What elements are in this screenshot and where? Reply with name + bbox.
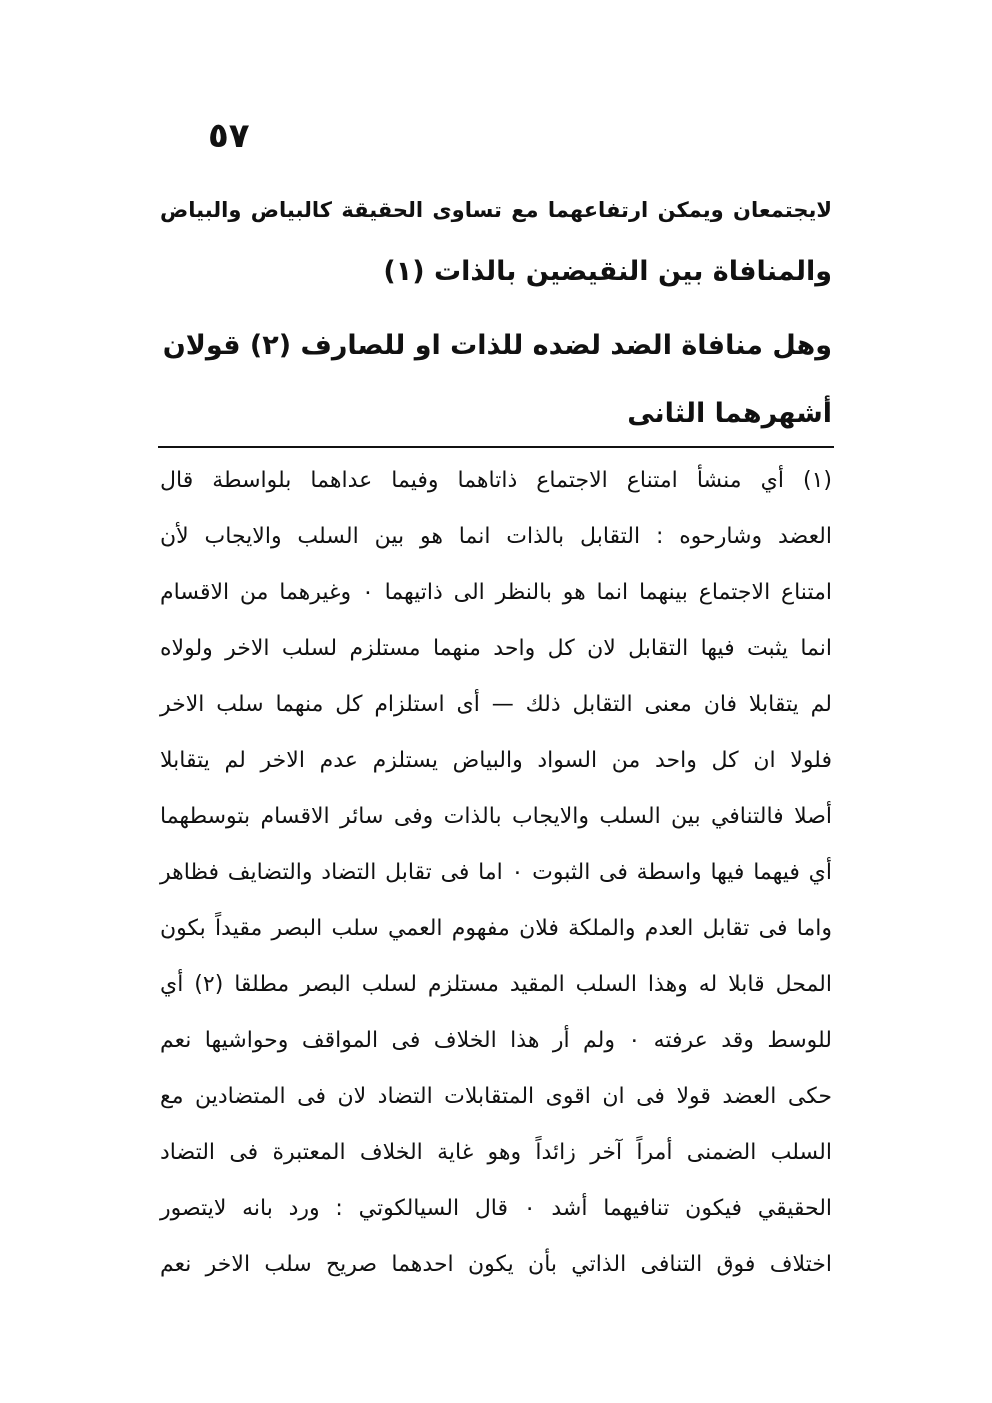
footnote-line: المحل قابلا له وهذا السلب المقيد مستلزم لسلب البصر مطلقا (٢) أي [160, 972, 832, 997]
footnote-line: (١) أي منشأ امتناع الاجتماع ذاتاهما وفيما عداهما بلواسطة قال [160, 468, 832, 493]
footnote-line: انما يثبت فيها التقابل لان كل واحد منهما مستلزم لسلب الاخر ولولاه [160, 636, 832, 661]
footnote-line: للوسط وقد عرفته ٠ ولم أر هذا الخلاف فى المواقف وحواشيها نعم [160, 1028, 832, 1053]
footnote-divider [158, 446, 834, 448]
footnote-line: اختلاف فوق التنافى الذاتي بأن يكون احدهما صريح سلب الاخر نعم [160, 1252, 832, 1277]
page-number: ٥٧ [208, 116, 250, 156]
main-text-line-4: أشهرهما الثانى [627, 398, 832, 429]
footnote-line: الحقيقي فيكون تنافيهما أشد ٠ قال السيالكوتي : ورد بانه لايتصور [160, 1196, 833, 1221]
footnote-line: العضد وشارحوه : التقابل بالذات انما هو بين السلب والايجاب لأن [160, 524, 832, 549]
footnote-line: حكى العضد قولا فى ان اقوى المتقابلات التضاد لان فى المتضادين مع [160, 1084, 832, 1109]
main-text-line-1: لايجتمعان ويمكن ارتفاعهما مع تساوى الحقيقة كالبياض والبياض [160, 198, 832, 222]
main-text-line-3: وهل منافاة الضد لضده للذات او للصارف (٢) قولان [162, 330, 832, 361]
main-text-line-2: والمنافاة بين النقيضين بالذات (١) [383, 256, 832, 287]
footnote-line: امتناع الاجتماع بينهما انما هو بالنظر الى ذاتيهما ٠ وغيرهما من الاقسام [160, 580, 832, 605]
footnote-line: السلب الضمنى أمراً آخر زائداً وهو غاية الخلاف المعتبرة فى التضاد [160, 1140, 832, 1165]
footnote-line: لم يتقابلا فان معنى التقابل ذلك — أى استلزام كل منهما سلب الاخر [160, 692, 832, 717]
footnote-line: أي فيهما فيها واسطة فى الثبوت ٠ اما فى تقابل التضاد والتضايف فظاهر [160, 860, 833, 885]
footnote-line: واما فى تقابل العدم والملكة فلان مفهوم العمي سلب البصر مقيداً بكون [160, 916, 832, 941]
footnote-line: أصلا فالتنافي بين السلب والايجاب بالذات وفى سائر الاقسام بتوسطهما [160, 804, 832, 829]
footnote-line: فلولا ان كل واحد من السواد والبياض يستلزم عدم الاخر لم يتقابلا [160, 748, 832, 773]
